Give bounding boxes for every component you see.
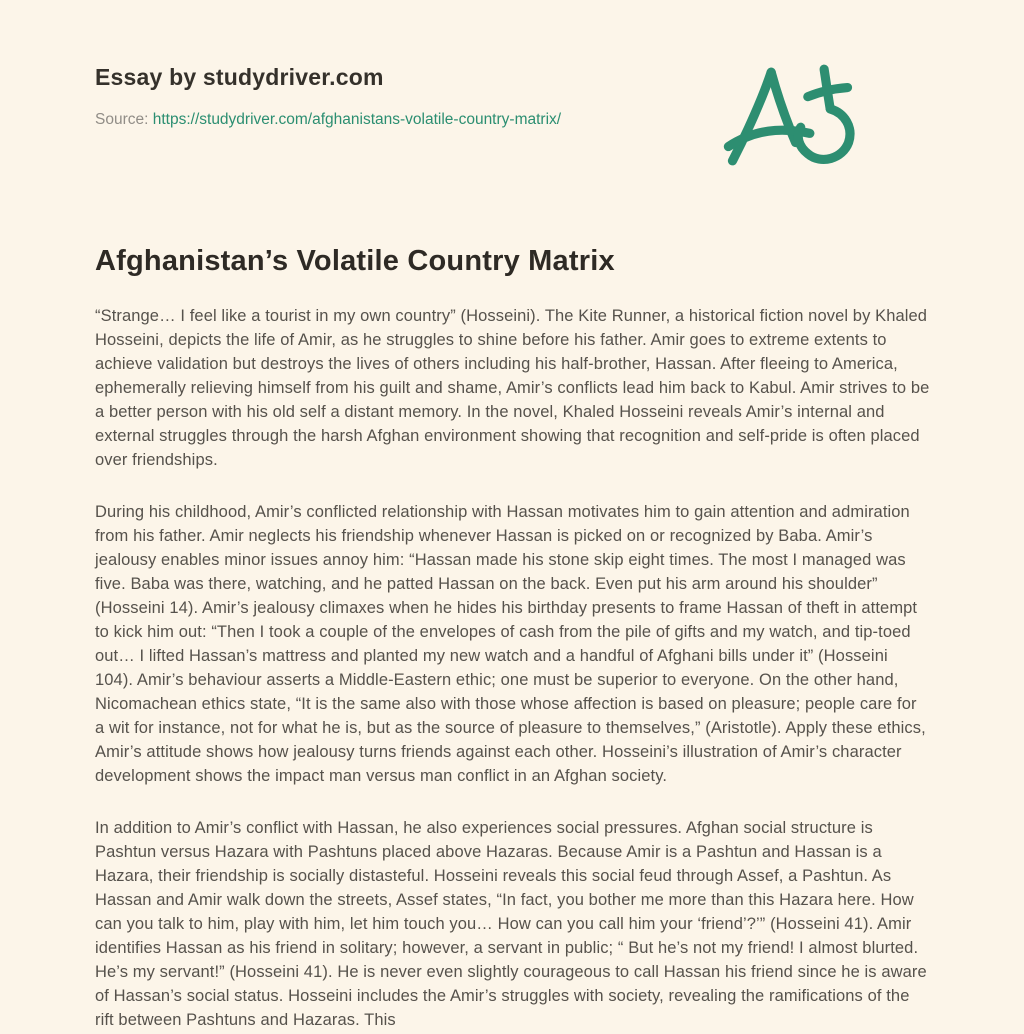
source-url-link[interactable]: https://studydriver.com/afghanistans-volatile-country-matrix/ — [152, 111, 562, 128]
essay-byline-heading: Essay by studydriver.com — [95, 64, 384, 90]
source-label: Source: — [95, 111, 149, 128]
essay-title: Afghanistan’s Volatile Country Matrix — [95, 245, 615, 277]
a-plus-logo-icon — [716, 58, 864, 170]
essay-paragraph-2: During his childhood, Amir’s conflicted relationship with Hassan motivates him to gain attention and admiration from his father. Amir neglects his friendship whenever Hassan is picked on or recognized by Baba. Amir’s jealousy enables minor issues annoy him: “Hassan made his stone skip eight times. The most I managed was five. Baba was there, watching, and he patted Hassan on the back. Even put his arm around his shoulder” (Hosseini 14). Amir’s jealousy climaxes when he hides his birthday presents to frame Hassan of theft in attempt to kick him out: “Then I took a couple of the envelopes of cash from the pile of gifts and my watch, and tip-toed out… I lifted Hassan’s mattress and planted my new watch and a handful of Afghani bills under it” (Hosseini 104). Amir’s behaviour asserts a Middle-Eastern ethic; one must be superior to everyone. On the other hand, Nicomachean ethics state, “It is the same also with those whose affection is based on pleasure; people care for a wit for instance, not for what he is, but as the source of pleasure to themselves,” (Aristotle). Apply these ethics, Amir’s attitude shows how jealousy turns friends against each other. Hosseini’s illustration of Amir’s character development shows the impact man versus man conflict in an Afghan society. — [95, 503, 926, 785]
essay-paragraph-1: “Strange… I feel like a tourist in my own country” (Hosseini). The Kite Runner, a historical fiction novel by Khaled Hosseini, depicts the life of Amir, as he struggles to shine before his father. Amir goes to extreme extents to achieve validation but destroys the lives of others including his half-brother, Hassan. After fleeing to America, ephemerally relieving himself from his guilt and shame, Amir’s conflicts lead him back to Kabul. Amir strives to be a better person with his old self a distant memory. In the novel, Khaled Hosseini reveals Amir’s internal and external struggles through the harsh Afghan environment showing that recognition and self-pride is often placed over friendships. — [95, 307, 930, 469]
essay-article — [95, 245, 930, 1032]
document-header — [95, 0, 930, 129]
essay-paragraph-3: In addition to Amir’s conflict with Hassan, he also experiences social pressures. Afghan social structure is Pashtun versus Hazara with Pashtuns placed above Hazaras. Because Amir is a Pashtun and Hassan is a Hazara, their friendship is socially distasteful. Hosseini reveals this social feud through Assef, a Pashtun. As Hassan and Amir walk down the streets, Assef states, “In fact, you bother me more than this Hazara here. How can you talk to him, play with him, let him touch you… How can you call him your ‘friend’?’” (Hosseini 41). Amir identifies Hassan as his friend in solitary; however, a servant in public; “ But he’s not my friend! I almost blurted. He’s my servant!” (Hosseini 41). He is never even slightly courageous to call Hassan his friend since he is aware of Hassan’s social status. Hosseini includes the Amir’s struggles with society, revealing the ramifications of the rift between Pashtuns and Hazaras. This — [95, 819, 927, 1029]
